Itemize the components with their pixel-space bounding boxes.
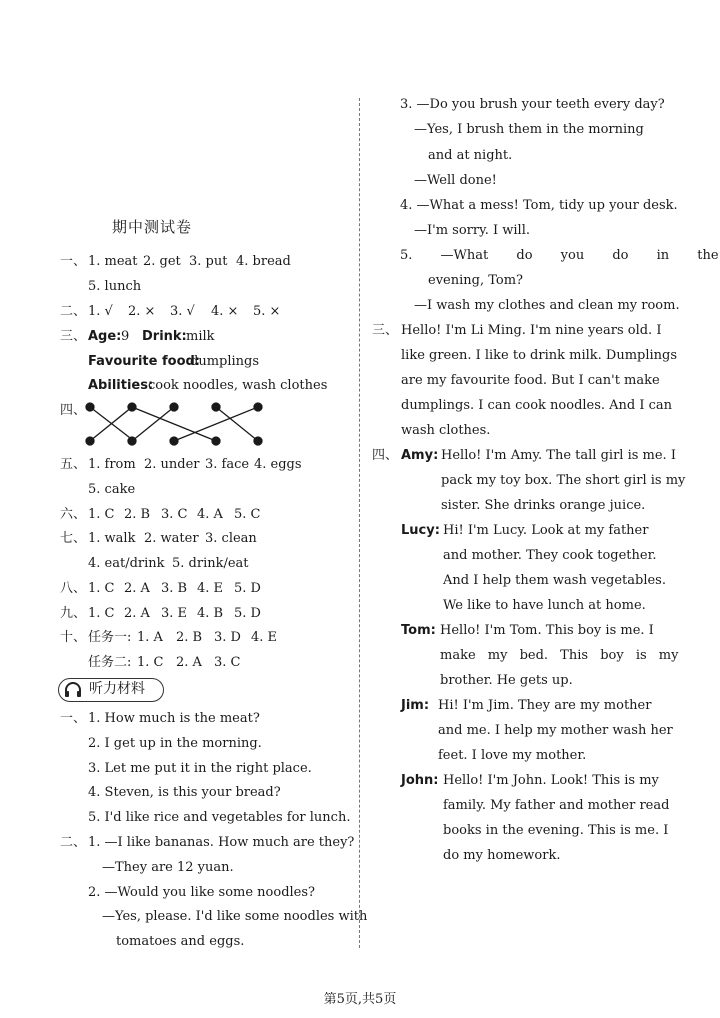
exam-title: 期中测试卷	[112, 218, 193, 236]
dialogue-line: 4. —What a mess! Tom, tidy up your desk.	[400, 198, 678, 213]
listening-material-badge	[58, 678, 164, 702]
passage-line: We like to have lunch at home.	[443, 598, 646, 613]
answer-item: 3. face	[205, 457, 250, 472]
dialogue-line: 5. —What do you do in the	[400, 248, 719, 263]
answer-item: 3. clean	[205, 531, 257, 546]
answer-item: 3. E	[161, 606, 188, 621]
abilities-label: Abilities:	[88, 378, 154, 393]
column-divider	[359, 98, 360, 948]
answer-item: 5. ×	[253, 304, 281, 319]
dialogue-line: and at night.	[428, 148, 513, 163]
listening-line: 2. I get up in the morning.	[88, 736, 262, 751]
answer-item: 5. D	[234, 581, 261, 596]
passage-line: sister. She drinks orange juice.	[441, 498, 646, 513]
answer-item: 5. lunch	[88, 279, 142, 294]
headphones-icon	[64, 682, 82, 698]
drink-value: milk	[186, 329, 215, 344]
listening-1-num: 一、	[60, 711, 87, 726]
match-dot-top	[212, 403, 220, 411]
match-dot-bottom	[170, 437, 178, 445]
speaker-john: John:	[401, 773, 439, 788]
matching-diagram	[82, 398, 272, 448]
answer-item: 3. put	[189, 254, 228, 269]
passage-line: like green. I like to drink milk. Dumplings	[401, 348, 678, 363]
speaker-jim: Jim:	[401, 698, 430, 713]
section-4-num: 四、	[60, 403, 87, 418]
answer-item: 1. C	[137, 655, 164, 670]
answer-item: 2. A	[124, 606, 150, 621]
right-section-3-num: 三、	[372, 323, 399, 338]
answer-item: 2. A	[124, 581, 150, 596]
drink-label: Drink:	[142, 329, 187, 344]
answer-item: 5. D	[234, 606, 261, 621]
dialogue-line: —I wash my clothes and clean my room.	[414, 298, 680, 313]
answer-item: 5. cake	[88, 482, 136, 497]
passage-line: Hi! I'm Lucy. Look at my father	[443, 523, 649, 538]
age-label: Age:	[88, 329, 122, 344]
answer-item: 2. water	[144, 531, 199, 546]
section-1-num: 一、	[60, 254, 87, 269]
answer-item: 4. A	[197, 507, 223, 522]
answer-item: 3. B	[161, 581, 188, 596]
age-value: 9	[121, 329, 130, 344]
match-dot-bottom	[212, 437, 220, 445]
dialogue-line: —Yes, I brush them in the morning	[414, 122, 644, 137]
answer-item: 1. C	[88, 606, 115, 621]
listening-line: —They are 12 yuan.	[102, 860, 234, 875]
match-dot-top	[86, 403, 94, 411]
answer-item: 2. get	[143, 254, 181, 269]
food-value: dumplings	[190, 354, 260, 369]
passage-line: and mother. They cook together.	[443, 548, 657, 563]
badge-label: 听力材料	[89, 681, 145, 697]
section-3-num: 三、	[60, 329, 87, 344]
section-9-num: 九、	[60, 606, 87, 621]
section-8-num: 八、	[60, 581, 87, 596]
answer-item: 4. ×	[211, 304, 239, 319]
answer-item: 1. √	[88, 304, 113, 319]
listening-line: 1. How much is the meat?	[88, 711, 260, 726]
task-1-label: 任务一:	[88, 630, 132, 645]
passage-line: dumplings. I can cook noodles. And I can	[401, 398, 673, 413]
section-5-num: 五、	[60, 457, 87, 472]
match-dot-top	[254, 403, 262, 411]
passage-line: Hello! I'm Amy. The tall girl is me. I	[441, 448, 676, 463]
answer-item: 2. ×	[128, 304, 156, 319]
answer-item: 5. C	[234, 507, 261, 522]
match-dot-top	[128, 403, 136, 411]
listening-line: 4. Steven, is this your bread?	[88, 785, 281, 800]
answer-item: 3. D	[214, 630, 241, 645]
listening-2-num: 二、	[60, 835, 87, 850]
answer-item: 5. drink/eat	[172, 556, 249, 571]
passage-line: brother. He gets up.	[440, 673, 573, 688]
answer-item: 3. √	[170, 304, 195, 319]
passage-line: Hello! I'm Li Ming. I'm nine years old. I	[401, 323, 662, 338]
passage-line: do my homework.	[443, 848, 561, 863]
passage-line: feet. I love my mother.	[438, 748, 587, 763]
answer-item: 4. B	[197, 606, 224, 621]
listening-line: 1. —I like bananas. How much are they?	[88, 835, 355, 850]
answer-item: 3. C	[214, 655, 241, 670]
match-dot-bottom	[254, 437, 262, 445]
answer-item: 4. E	[197, 581, 224, 596]
task-2-label: 任务二:	[88, 655, 132, 670]
answer-item: 4. eat/drink	[88, 556, 165, 571]
listening-line: tomatoes and eggs.	[116, 934, 245, 949]
answer-item: 2. A	[176, 655, 202, 670]
page-number: 第5页,共5页	[323, 992, 397, 1007]
answer-item: 1. C	[88, 581, 115, 596]
passage-line: wash clothes.	[401, 423, 491, 438]
passage-line: family. My father and mother read	[443, 798, 670, 813]
passage-line: make my bed. This boy is my	[440, 648, 679, 663]
match-dot-bottom	[86, 437, 94, 445]
section-6-num: 六、	[60, 507, 87, 522]
answer-item: 2. B	[124, 507, 151, 522]
answer-item: 1. from	[88, 457, 136, 472]
listening-line: 2. —Would you like some noodles?	[88, 885, 316, 900]
speaker-tom: Tom:	[401, 623, 436, 638]
answer-item: 4. eggs	[254, 457, 302, 472]
listening-line: —Yes, please. I'd like some noodles with	[102, 909, 368, 924]
passage-line: are my favourite food. But I can't make	[401, 373, 660, 388]
speaker-lucy: Lucy:	[401, 523, 440, 538]
match-dot-top	[170, 403, 178, 411]
passage-line: And I help them wash vegetables.	[443, 573, 666, 588]
listening-line: 5. I'd like rice and vegetables for lunch.	[88, 810, 351, 825]
section-7-num: 七、	[60, 531, 87, 546]
answer-item: 4. bread	[236, 254, 291, 269]
dialogue-line: —I'm sorry. I will.	[414, 223, 530, 238]
answer-item: 1. C	[88, 507, 115, 522]
listening-line: 3. Let me put it in the right place.	[88, 761, 312, 776]
section-10-num: 十、	[60, 630, 87, 645]
food-label: Favourite food:	[88, 354, 200, 369]
section-2-num: 二、	[60, 304, 87, 319]
abilities-value: cook noodles, wash clothes	[148, 378, 328, 393]
passage-line: Hello! I'm Tom. This boy is me. I	[440, 623, 654, 638]
answer-item: 4. E	[251, 630, 278, 645]
dialogue-line: 3. —Do you brush your teeth every day?	[400, 97, 665, 112]
passage-line: Hello! I'm John. Look! This is my	[443, 773, 659, 788]
answer-item: 1. meat	[88, 254, 138, 269]
passage-line: Hi! I'm Jim. They are my mother	[438, 698, 652, 713]
right-section-4-num: 四、	[372, 448, 399, 463]
dialogue-line: evening, Tom?	[428, 273, 524, 288]
answer-item: 1. A	[137, 630, 163, 645]
answer-item: 3. C	[161, 507, 188, 522]
passage-line: books in the evening. This is me. I	[443, 823, 669, 838]
answer-item: 2. under	[144, 457, 200, 472]
passage-line: pack my toy box. The short girl is my	[441, 473, 686, 488]
match-dot-bottom	[128, 437, 136, 445]
passage-line: and me. I help my mother wash her	[438, 723, 673, 738]
answer-item: 2. B	[176, 630, 203, 645]
answer-item: 1. walk	[88, 531, 136, 546]
dialogue-line: —Well done!	[414, 173, 497, 188]
speaker-amy: Amy:	[401, 448, 439, 463]
